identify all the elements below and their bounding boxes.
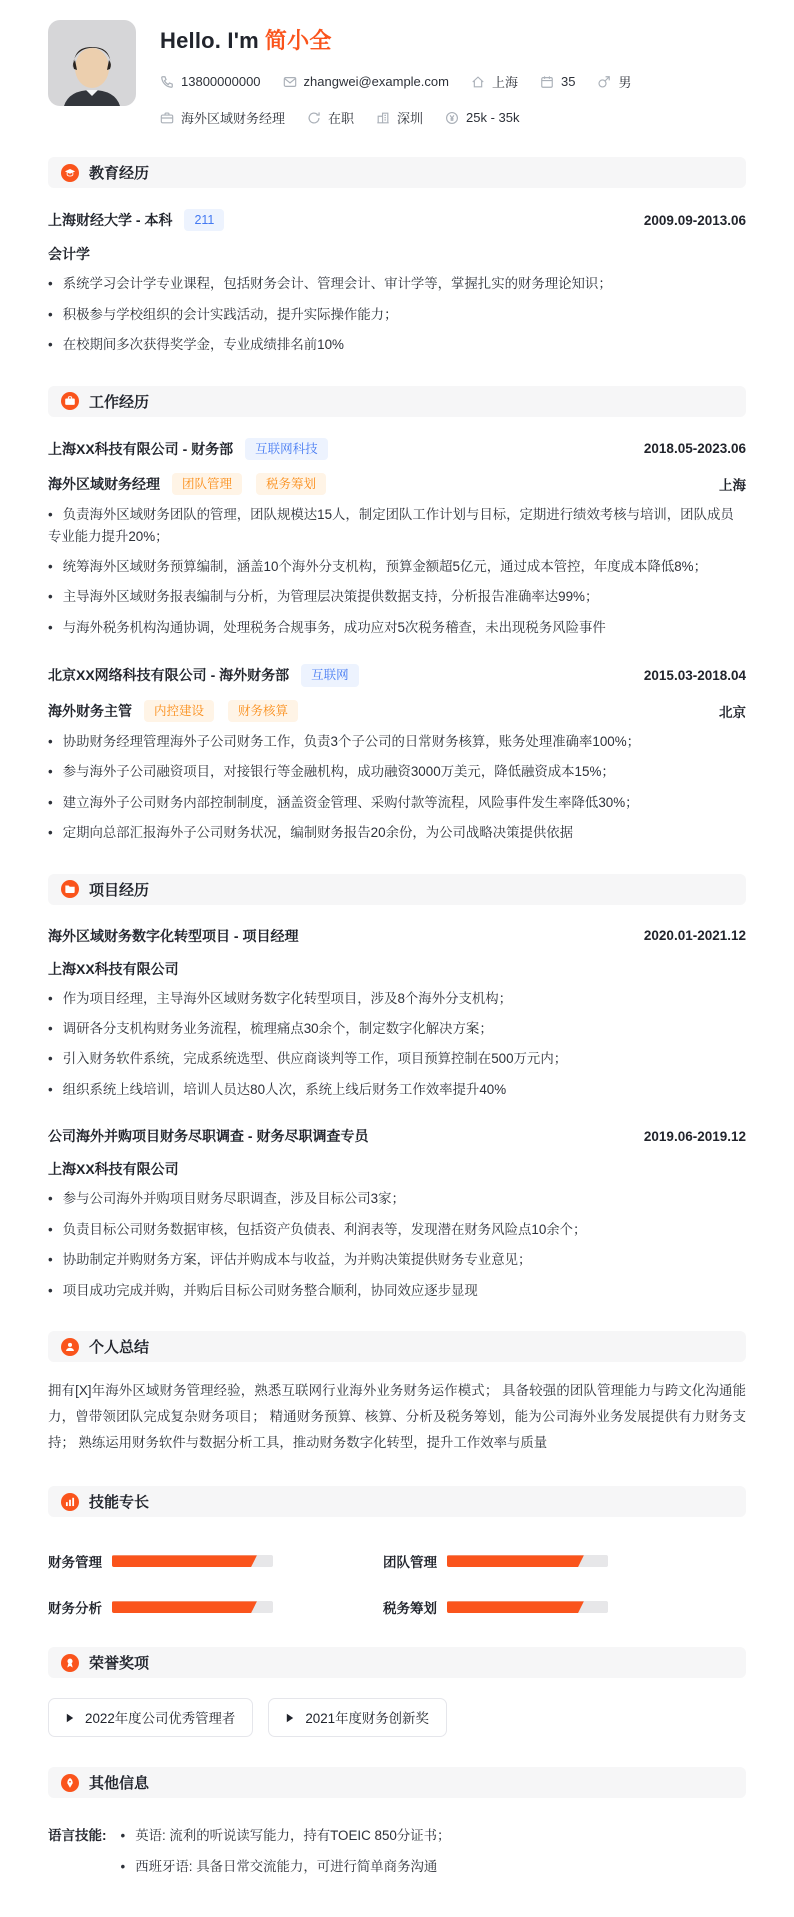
city-item [376, 108, 423, 127]
role-row [48, 473, 746, 495]
bar-chart-icon [61, 1493, 79, 1511]
project-name: 公司海外并购项目财务尽职调查 - 财务尽职调查专员 [48, 1128, 369, 1145]
position-value: 海外区域财务经理 [181, 111, 286, 126]
contact-row-1 [160, 72, 746, 91]
skill-row [48, 1597, 273, 1617]
phone-icon [160, 75, 174, 89]
age-value: 35 [560, 74, 576, 89]
age-icon [540, 75, 554, 89]
section-skills [48, 1486, 746, 1617]
project-date: 2019.06-2019.12 [643, 1128, 746, 1144]
bullet-item: • 项目成功完成并购，并购后目标公司财务整合顺利，协同效应逐步显现 [48, 1280, 746, 1301]
avatar [48, 20, 136, 106]
school-badge-211: 211 [184, 209, 224, 231]
phone-item [160, 74, 261, 89]
person-icon [61, 1338, 79, 1356]
honor-label: 2021年度财务创新奖 [305, 1711, 429, 1727]
header-info [160, 20, 746, 127]
projects-section-title: 项目经历 [89, 881, 150, 899]
city-icon [376, 111, 390, 125]
bullet-item: • 协助财务经理管理海外子公司财务工作，负责3个子公司的日常财务核算，账务处理准确率100%； [48, 731, 746, 752]
industry-badge: 互联网科技 [245, 438, 328, 460]
role-title: 海外财务主管 [48, 702, 132, 719]
projects-section-header [48, 874, 746, 905]
skill-label: 税务筹划 [383, 1601, 437, 1617]
skill-label: 财务分析 [48, 1601, 102, 1617]
bullet-item: • 建立海外子公司财务内部控制制度，涵盖资金管理、采购付款等流程，风险事件发生率降低30%； [48, 792, 746, 813]
project-name: 海外区域财务数字化转型项目 - 项目经理 [48, 927, 299, 944]
status-icon [307, 111, 321, 125]
company-row [48, 664, 746, 686]
education-entry [48, 209, 746, 356]
project-company: 上海XX科技有限公司 [48, 1161, 179, 1178]
skill-tag: 财务核算 [228, 700, 298, 722]
skill-bar [112, 1601, 273, 1613]
education-section-title: 教育经历 [89, 165, 150, 182]
phone-value: 13800000000 [181, 74, 261, 89]
section-summary [48, 1331, 746, 1456]
project-bullets [48, 1188, 746, 1301]
education-bullets [48, 273, 746, 355]
bullet-item: • 参与公司海外并购项目财务尽职调查，涉及目标公司3家； [48, 1188, 746, 1209]
work-icon [61, 392, 79, 410]
skill-tag: 内控建设 [144, 700, 214, 722]
job-status-item [307, 108, 354, 127]
medal-icon [61, 1654, 79, 1672]
skill-bar-fill [447, 1555, 584, 1567]
honor-chip[interactable] [48, 1698, 253, 1737]
bullet-item: • 在校期间多次获得奖学金，专业成绩排名前10% [48, 334, 746, 355]
avatar-illustration [48, 20, 136, 106]
role-title: 海外区域财务经理 [48, 475, 160, 492]
project-date: 2020.01-2021.12 [643, 928, 746, 943]
work-entry [48, 438, 746, 639]
work-date: 2015.03-2018.04 [643, 667, 746, 683]
work-location: 上海 [719, 477, 746, 493]
work-entry [48, 664, 746, 843]
education-date: 2009.09-2013.06 [643, 212, 746, 228]
education-icon [61, 164, 79, 182]
bullet-item: • 系统学习会计学专业课程，包括财务会计、管理会计、审计学等，掌握扎实的财务理论知识； [48, 273, 746, 294]
bullet-item: • 协助制定并购财务方案，评估并购成本与收益，为并购决策提供财务专业意见； [48, 1249, 746, 1270]
section-education [48, 157, 746, 356]
position-item [160, 108, 285, 127]
skill-bar-fill [112, 1601, 257, 1613]
honor-chip[interactable] [268, 1698, 447, 1737]
bullet-item: • 西班牙语: 具备日常交流能力，可进行简单商务沟通 [121, 1856, 451, 1877]
play-triangle-icon [66, 1713, 74, 1723]
other-section-title: 其他信息 [89, 1775, 150, 1793]
skill-row [48, 1551, 273, 1571]
project-entry [48, 1126, 746, 1301]
languages-label: 语言技能: [48, 1828, 107, 1844]
company-name: 北京XX网络科技有限公司 - 海外财务部 [48, 667, 290, 684]
salary-icon [445, 111, 459, 125]
mail-icon [283, 75, 297, 89]
skills-section-title: 技能专长 [89, 1494, 150, 1512]
skill-bar [447, 1601, 608, 1613]
project-company: 上海XX科技有限公司 [48, 960, 179, 977]
summary-section-header [48, 1331, 746, 1362]
skill-label: 团队管理 [383, 1555, 437, 1571]
work-date: 2018.05-2023.06 [643, 441, 746, 457]
work-section-title: 工作经历 [89, 393, 150, 411]
section-honors [48, 1647, 746, 1737]
age-item [540, 74, 575, 89]
gender-item [597, 72, 631, 91]
bullet-item: • 统筹海外区域财务预算编制，涵盖10个海外分支机构，预算金额超5亿元，通过成本管控，年度成本降低8%； [48, 556, 746, 577]
skill-bar-fill [447, 1601, 584, 1613]
skill-tag: 团队管理 [172, 473, 242, 495]
contact-row-2 [160, 108, 746, 127]
honors-section-header [48, 1647, 746, 1678]
project-head-row [48, 1126, 746, 1146]
skill-tag: 税务筹划 [256, 473, 326, 495]
greeting-text: Hello. I'm [160, 28, 259, 53]
company-name: 上海XX科技有限公司 - 财务部 [48, 440, 234, 457]
job-status-value: 在职 [328, 111, 355, 126]
skill-label: 财务管理 [48, 1555, 102, 1571]
bullet-item: • 积极参与学校组织的会计实践活动，提升实际操作能力； [48, 304, 746, 325]
profile-header [48, 20, 746, 127]
candidate-name: 简小全 [264, 28, 332, 53]
email-value: zhangwei@example.com [303, 74, 449, 89]
bullet-item: • 负责目标公司财务数据审核，包括资产负债表、利润表等，发现潜在财务风险点10余个； [48, 1219, 746, 1240]
bullet-item: • 组织系统上线培训，培训人员达80人次，系统上线后财务工作效率提升40% [48, 1079, 746, 1100]
projects-icon [61, 880, 79, 898]
bullet-item: • 负责海外区域财务团队的管理，团队规模达15人，制定团队工作计划与目标，定期进行绩效考核与培训，团队成员专业能力提升20%； [48, 504, 746, 547]
skill-bar [447, 1555, 608, 1567]
section-projects [48, 874, 746, 1302]
bullet-item: • 与海外税务机构沟通协调，处理税务合规事务，成功应对5次税务稽查，未出现税务风险事件 [48, 617, 746, 638]
education-head-row [48, 209, 746, 231]
city-value: 深圳 [397, 111, 424, 126]
section-work [48, 386, 746, 844]
honor-label: 2022年度公司优秀管理者 [85, 1711, 236, 1727]
bullet-item: • 作为项目经理，主导海外区域财务数字化转型项目，涉及8个海外分支机构； [48, 988, 746, 1009]
page-title [160, 24, 746, 55]
major-name: 会计学 [48, 246, 90, 263]
honor-list [48, 1698, 746, 1737]
rocket-icon [61, 1774, 79, 1792]
bullet-item: • 主导海外区域财务报表编制与分析，为管理层决策提供数据支持，分析报告准确率达99%； [48, 586, 746, 607]
project-bullets [48, 988, 746, 1101]
bullet-item: • 调研各分支机构财务业务流程，梳理痛点30余个，制定数字化解决方案； [48, 1018, 746, 1039]
section-other [48, 1767, 746, 1877]
work-section-header [48, 386, 746, 417]
role-row [48, 700, 746, 722]
home-icon [471, 75, 485, 89]
skill-bar-fill [112, 1555, 257, 1567]
project-entry [48, 926, 746, 1101]
school-name: 上海财经大学 - 本科 [48, 212, 173, 229]
summary-text: 拥有[X]年海外区域财务管理经验，熟悉互联网行业海外业务财务运作模式； 具备较强的团队管理能力与跨文化沟通能力，曾带领团队完成复杂财务项目； 精通财务预算、核算、分析及税务筹划，能为公司海外业务发展提供有力财务支持； 熟练运用财务软件与数据分析工具，推动财务数字化转型，提升工作效率与质量 [48, 1383, 746, 1451]
bullet-item: • 参与海外子公司融资项目，对接银行等金融机构，成功融资3000万美元，降低融资成本15%； [48, 761, 746, 782]
summary-section-title: 个人总结 [89, 1339, 150, 1356]
bullet-item: • 定期向总部汇报海外子公司财务状况，编制财务报告20余份，为公司战略决策提供依据 [48, 822, 746, 843]
skills-grid [48, 1525, 746, 1617]
bullet-item: • 引入财务软件系统，完成系统选型、供应商谈判等工作，项目预算控制在500万元内； [48, 1048, 746, 1069]
skill-bar [112, 1555, 273, 1567]
honors-section-title: 荣誉奖项 [89, 1655, 150, 1673]
other-section-header [48, 1767, 746, 1798]
location-item [471, 72, 518, 91]
play-triangle-icon [286, 1713, 294, 1723]
languages-list [121, 1816, 451, 1877]
location-value: 上海 [491, 75, 518, 90]
bullet-item: • 英语: 流利的听说读写能力，持有TOEIC 850分证书； [121, 1825, 451, 1846]
work-location: 北京 [719, 704, 746, 720]
skill-row [383, 1597, 608, 1617]
email-item [283, 74, 449, 89]
industry-badge: 互联网 [301, 664, 359, 686]
briefcase-icon [160, 111, 174, 125]
languages-block [48, 1816, 746, 1877]
gender-icon [597, 75, 611, 89]
gender-value: 男 [618, 75, 632, 90]
work-bullets [48, 504, 746, 638]
skills-section-header [48, 1486, 746, 1517]
work-bullets [48, 731, 746, 844]
education-section-header [48, 157, 746, 188]
salary-item [445, 110, 519, 125]
skill-row [383, 1551, 608, 1571]
salary-value: 25k - 35k [466, 110, 520, 125]
company-row [48, 438, 746, 460]
project-head-row [48, 926, 746, 946]
